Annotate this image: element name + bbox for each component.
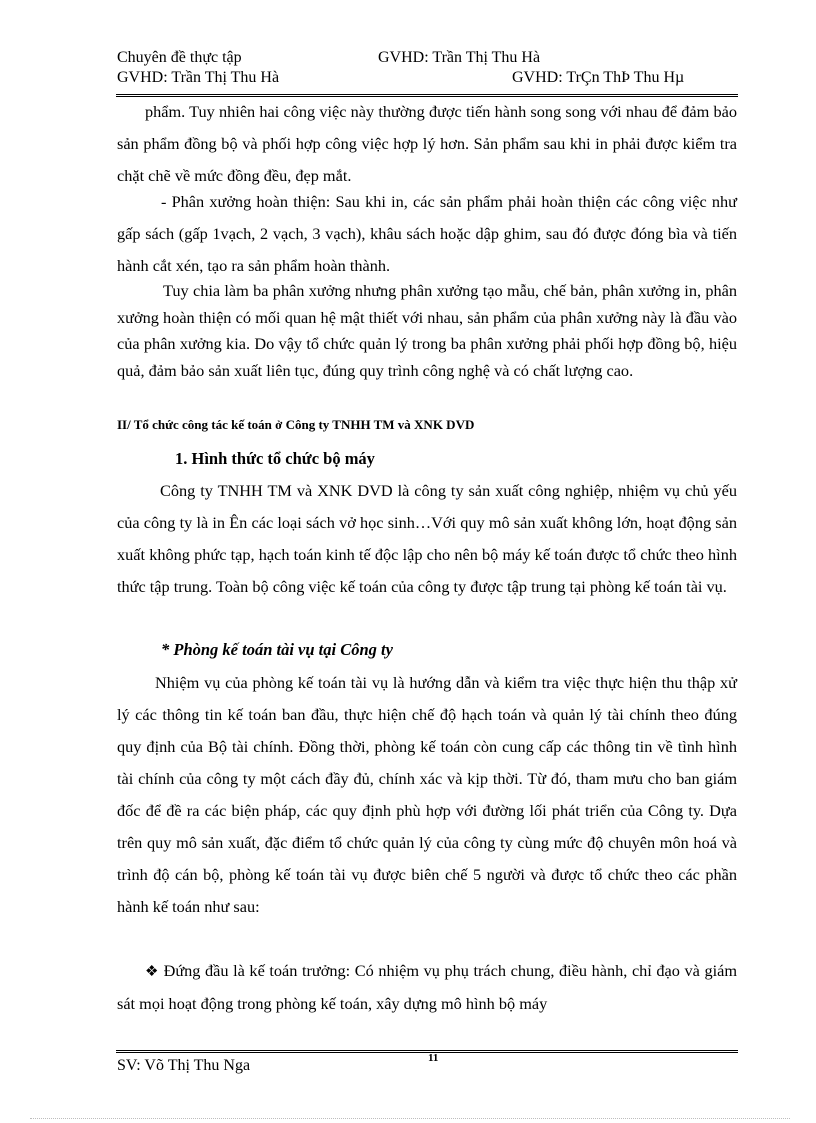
paragraph-4: Công ty TNHH TM và XNK DVD là công ty sản xuất công nghiệp, nhiệm vụ chủ yếu của công ty là in Ên các loại sách vở học sinh…Với quy mô sản xuất không lớn, hoạt động sản xuất không phức tạp, hạch toán kinh tế độc lập cho nên bộ máy kế toán được tổ chức theo hình thức tập trung. Toàn bộ công việc kế toán của công ty được tập trung tại phòng kế toán tài vụ. [117,481,737,596]
paragraph-5: Nhiệm vụ của phòng kế toán tài vụ là hướng dẫn và kiểm tra việc thực hiện thu thập xử lý các thông tin kế toán ban đầu, thực hiện chế độ hạch toán và quản lý tài chính theo đúng quy định của Bộ tài chính. Đồng thời, phòng kế toán còn cung cấp các thông tin về tình hình tài chính của công ty một cách đầy đủ, chính xác và kịp thời. Từ đó, tham mưu cho ban giám đốc để đề ra các biện pháp, các quy định phù hợp với đường lối phát triển của Công ty. Dựa trên quy mô sản xuất, đặc điểm tổ chức quản lý của công ty cùng mức độ chuyên môn hoá và trình độ cán bộ, phòng kế toán tài vụ được biên chế 5 người và được tổ chức theo các phần hành kế toán như sau: [117,673,737,916]
paragraph-2: - Phân xưởng hoàn thiện: Sau khi in, các sản phẩm phải hoàn thiện các công việc như gấp sách (gấp 1vạch, 2 vạch, 3 vạch), khâu sách hoặc dập ghim, sau đó được đóng bìa và tiến hành cắt xén, tạo ra sản phẩm hoàn thành. [117,192,737,275]
footer-student: SV: Võ Thị Thu Nga [117,1057,251,1074]
paragraph-3: Tuy chia làm ba phân xưởng nhưng phân xưởng tạo mẫu, chế bản, phân xưởng in, phân xưởng hoàn thiện có mối quan hệ mật thiết với nhau, sản phẩm của phân xưởng này là đầu vào của phân xưởng kia. Do vậy tổ chức quản lý trong ba phân xưởng phải phối hợp đồng bộ, hiệu quả, đảm bảo sản xuất liên tục, đúng quy trình công nghệ và có chất lượng cao. [117,281,737,380]
bullet-text: Đứng đầu là kế toán trưởng: Có nhiệm vụ phụ trách chung, điều hành, chỉ đạo và giám sát mọi hoạt động trong phòng kế toán, xây dựng mô hình bộ máy [117,961,738,1013]
header-right-2: GVHD: TrÇn ThÞ Thu Hµ [512,69,685,86]
bullet-paragraph [117,955,737,1020]
section-title: II/ Tổ chức công tác kế toán ở Công ty TNHH TM và XNK DVD [117,417,475,432]
header-left-1: Chuyên đề thực tập [117,49,242,66]
header-mid-1: GVHD: Trần Thị Thu Hà [378,49,541,66]
page-bottom-dotted-line [30,1118,790,1119]
heading-2: * Phòng kế toán tài vụ tại Công ty [161,640,393,659]
heading-1: 1. Hình thức tổ chức bộ máy [175,449,375,468]
page-number: 11 [428,1052,439,1064]
footer-rule [116,1050,738,1053]
header-left-2: GVHD: Trần Thị Thu Hà [117,69,280,86]
paragraph-1: phẩm. Tuy nhiên hai công việc này thường được tiến hành song song với nhau để đảm bảo sản phẩm đồng bộ và phối hợp công việc hợp lý hơn. Sản phẩm sau khi in phải được kiểm tra chặt chẽ về mức đồng đều, đẹp mắt. [117,102,737,185]
diamond-bullet-icon: ❖ [145,964,159,980]
